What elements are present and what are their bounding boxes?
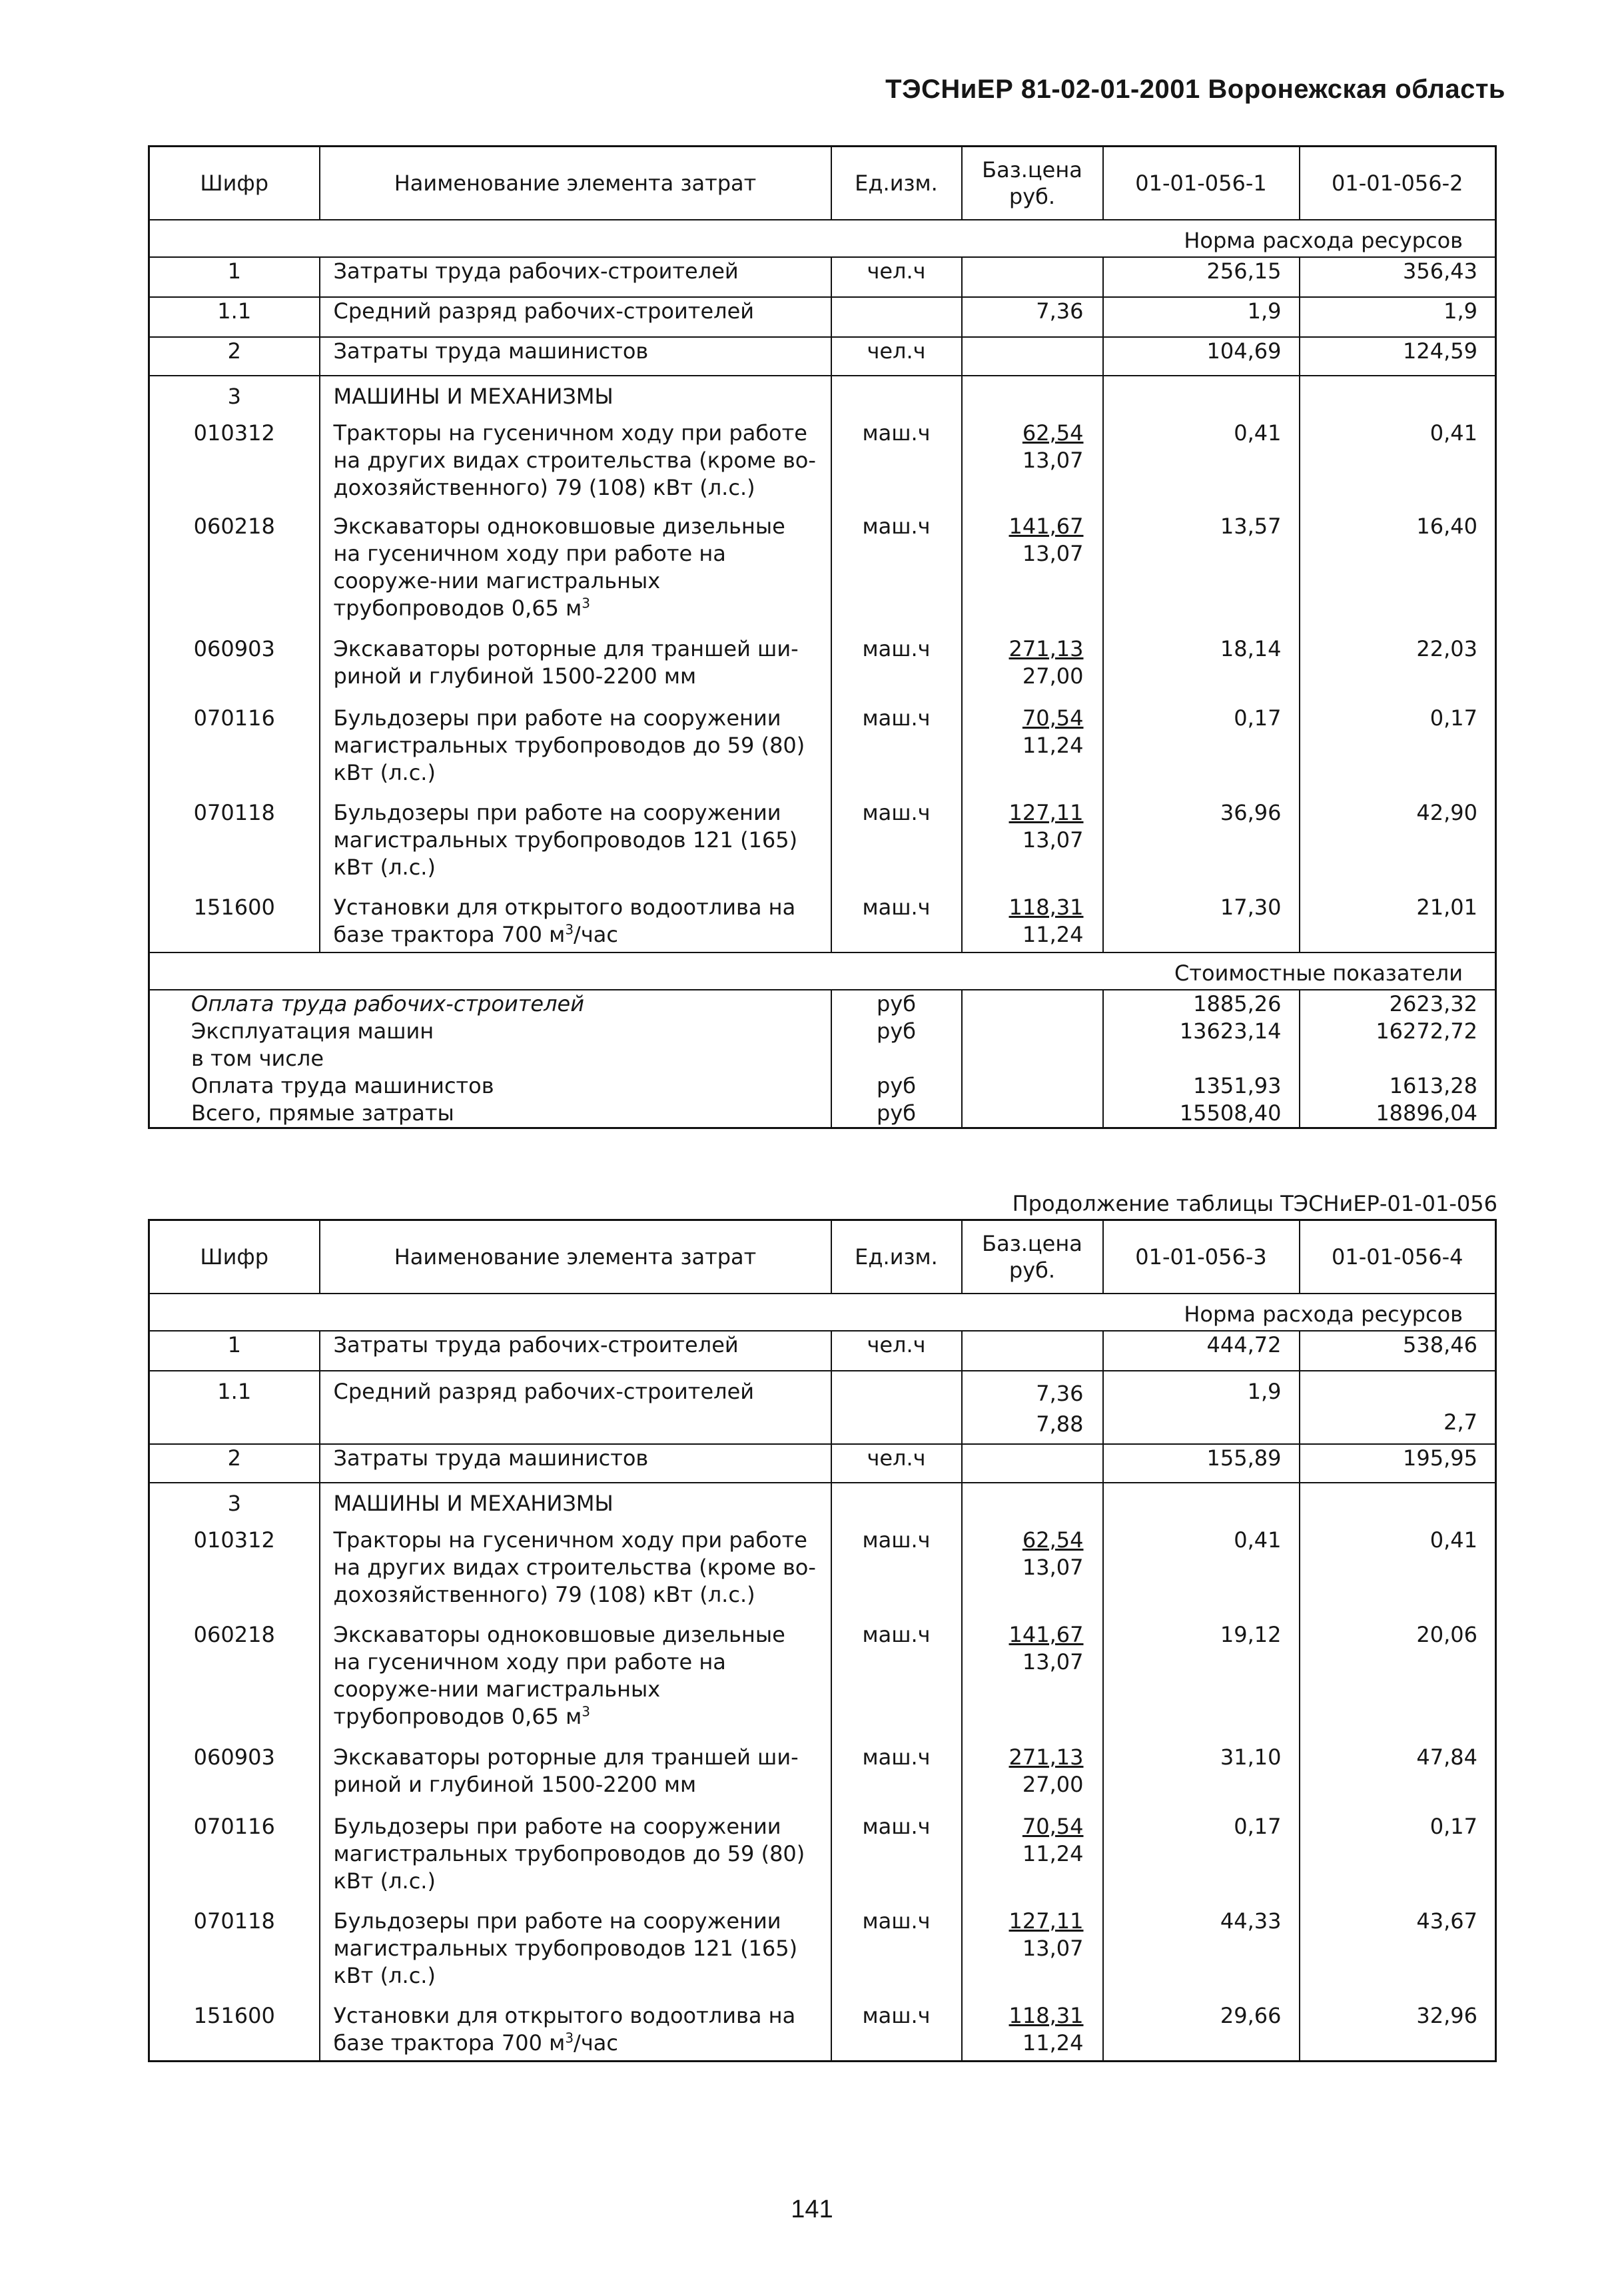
table-row (149, 1331, 1496, 1371)
row-unit: маш.ч (831, 793, 962, 887)
cost-row (149, 1018, 1496, 1045)
row-code: 151600 (149, 1996, 320, 2061)
row-code: 2 (149, 337, 320, 376)
section-row (149, 952, 1496, 990)
row-value-b: 20,06 (1300, 1615, 1496, 1737)
row-name: Тракторы на гусеничном ходу при работе на других видах строительства (кроме во-дохозяйственного) 79 (108) кВт (л.с.) (320, 1520, 831, 1615)
price-header-line1: Баз.цена (982, 157, 1082, 183)
row-value-b: 2,7 (1300, 1371, 1496, 1444)
price-header-line1: Баз.цена (982, 1231, 1082, 1256)
row-value-b: 43,67 (1300, 1901, 1496, 1996)
col-header-name: Наименование элемента затрат (320, 147, 831, 220)
row-price (962, 257, 1103, 297)
table-row (149, 1901, 1496, 1996)
table-row (149, 793, 1496, 887)
row-code: 060903 (149, 629, 320, 698)
row-value-a: 29,66 (1103, 1996, 1300, 2061)
row-name-cell (320, 1615, 831, 1737)
price-header-line2: руб. (1009, 1258, 1056, 1283)
row-unit: маш.ч (831, 1615, 962, 1737)
price-base: 141,67 (1009, 1622, 1084, 1647)
row-price (962, 337, 1103, 376)
cost-unit: руб (831, 1072, 962, 1100)
row-name: Экскаваторы роторные для траншей ши-риной и глубиной 1500-2200 мм (320, 629, 831, 698)
row-name-tail: /час (574, 2030, 618, 2056)
row-name: Бульдозеры при работе на сооружении магистральных трубопроводов до 59 (80) кВт (л.с.) (320, 1806, 831, 1901)
row-value-a: 36,96 (1103, 793, 1300, 887)
row-value-a: 44,33 (1103, 1901, 1300, 1996)
price-base: 118,31 (1009, 895, 1084, 920)
row-code: 070118 (149, 793, 320, 887)
row-unit: маш.ч (831, 1737, 962, 1806)
cost-unit: руб (831, 990, 962, 1018)
row-value-b: 0,17 (1300, 1806, 1496, 1901)
row-code: 070116 (149, 1806, 320, 1901)
price-wage: 13,07 (1022, 1936, 1084, 1961)
price-wage: 11,24 (1022, 1841, 1084, 1866)
row-value-b: 21,01 (1300, 887, 1496, 952)
section-row (149, 220, 1496, 257)
cost-row (149, 1072, 1496, 1100)
table-row (149, 1615, 1496, 1737)
cost-name: Всего, прямые затраты (149, 1100, 831, 1128)
row-price (962, 1901, 1103, 1996)
row-price (962, 506, 1103, 629)
row-unit: маш.ч (831, 506, 962, 629)
row-name-cell (320, 506, 831, 629)
row-value-a: 17,30 (1103, 887, 1300, 952)
row-value-b: 1,9 (1300, 297, 1496, 337)
row-name: Бульдозеры при работе на сооружении магистральных трубопроводов 121 (165) кВт (л.с.) (320, 793, 831, 887)
col-header-unit: Ед.изм. (831, 147, 962, 220)
row-price: 7,36 (962, 297, 1103, 337)
price-base: 62,54 (1022, 1527, 1084, 1553)
page-number: 141 (791, 2195, 833, 2223)
row-unit: чел.ч (831, 257, 962, 297)
row-name: Экскаваторы одноковшовые дизельные на гусеничном ходу при работе на сооруже-нии магистральных трубопроводов 0,65 м (333, 514, 785, 621)
row-price (962, 1371, 1103, 1444)
row-unit: маш.ч (831, 1996, 962, 2061)
price-wage: 13,07 (1022, 541, 1084, 566)
section-cost-label: Стоимостные показатели (149, 952, 1496, 990)
row-unit: маш.ч (831, 1806, 962, 1901)
row-value-b: 538,46 (1300, 1331, 1496, 1371)
price-base: 271,13 (1009, 636, 1084, 661)
row-value-b: 47,84 (1300, 1737, 1496, 1806)
row-code: 1.1 (149, 297, 320, 337)
resource-table-2 (148, 1219, 1497, 2062)
cost-row (149, 1045, 1496, 1072)
price-header-line2: руб. (1009, 184, 1056, 209)
table-header-row (149, 147, 1496, 220)
row-code: 1.1 (149, 1371, 320, 1444)
row-value-b: 0,41 (1300, 413, 1496, 506)
row-code: 060218 (149, 506, 320, 629)
row-unit (831, 297, 962, 337)
price-grade-a: 7,36 (1036, 1381, 1084, 1406)
row-unit: чел.ч (831, 337, 962, 376)
row-name: Средний разряд рабочих-строителей (320, 1371, 831, 1444)
row-value-a: 0,17 (1103, 698, 1300, 793)
table-row (149, 1737, 1496, 1806)
row-value-b: 124,59 (1300, 337, 1496, 376)
row-name: Затраты труда машинистов (320, 337, 831, 376)
price-base: 127,11 (1009, 800, 1084, 825)
cost-name: Оплата труда машинистов (149, 1072, 831, 1100)
price-wage: 11,24 (1022, 733, 1084, 758)
row-code: 2 (149, 1444, 320, 1483)
row-code: 010312 (149, 413, 320, 506)
row-price (962, 1520, 1103, 1615)
row-price (962, 1737, 1103, 1806)
row-name: Тракторы на гусеничном ходу при работе на других видах строительства (кроме во-дохозяйственного) 79 (108) кВт (л.с.) (320, 413, 831, 506)
row-unit: чел.ч (831, 1331, 962, 1371)
cost-unit: руб (831, 1018, 962, 1045)
table-row (149, 1483, 1496, 1520)
table-row (149, 1996, 1496, 2061)
price-base: 70,54 (1022, 1814, 1084, 1839)
row-code: 060218 (149, 1615, 320, 1737)
superscript: 3 (582, 1703, 590, 1720)
row-unit: маш.ч (831, 629, 962, 698)
row-name: Установки для открытого водоотлива на базе трактора 700 м (333, 895, 796, 947)
row-value-a: 0,41 (1103, 1520, 1300, 1615)
price-base: 141,67 (1009, 514, 1084, 539)
row-code: 1 (149, 257, 320, 297)
table-row (149, 887, 1496, 952)
table-row (149, 506, 1496, 629)
cost-value-b (1300, 1045, 1496, 1072)
row-name: Экскаваторы одноковшовые дизельные на гусеничном ходу при работе на сооруже-нии магистральных трубопроводов 0,65 м (333, 1622, 785, 1729)
row-name: Затраты труда рабочих-строителей (320, 1331, 831, 1371)
row-value-b: 22,03 (1300, 629, 1496, 698)
row-value-b: 16,40 (1300, 506, 1496, 629)
row-value-a: 19,12 (1103, 1615, 1300, 1737)
row-name: Затраты труда машинистов (320, 1444, 831, 1483)
price-wage: 27,00 (1022, 1772, 1084, 1797)
row-price (962, 698, 1103, 793)
row-value-a: 18,14 (1103, 629, 1300, 698)
row-value-b: 0,41 (1300, 1520, 1496, 1615)
cost-value-a: 13623,14 (1103, 1018, 1300, 1045)
table-row (149, 1520, 1496, 1615)
document-header: ТЭСНиЕР 81-02-01-2001 Воронежская область (885, 75, 1505, 104)
row-name: Установки для открытого водоотлива на базе трактора 700 м (333, 2003, 796, 2056)
row-code: 151600 (149, 887, 320, 952)
superscript: 3 (582, 595, 590, 611)
section-norm-label: Норма расхода ресурсов (149, 220, 1496, 257)
row-price (962, 1806, 1103, 1901)
cost-value-a (1103, 1045, 1300, 1072)
row-code: 060903 (149, 1737, 320, 1806)
row-unit: маш.ч (831, 698, 962, 793)
row-name: МАШИНЫ И МЕХАНИЗМЫ (320, 376, 831, 413)
row-code: 010312 (149, 1520, 320, 1615)
row-unit: маш.ч (831, 413, 962, 506)
table-row (149, 297, 1496, 337)
row-code: 3 (149, 1483, 320, 1520)
col-header-code: Шифр (149, 1220, 320, 1294)
row-value-b: 0,17 (1300, 698, 1496, 793)
row-price (962, 1444, 1103, 1483)
table-row (149, 629, 1496, 698)
cost-row (149, 990, 1496, 1018)
row-value-a: 1,9 (1103, 297, 1300, 337)
price-wage: 11,24 (1022, 2030, 1084, 2056)
price-wage: 13,07 (1022, 1649, 1084, 1675)
col-header-price (962, 1220, 1103, 1294)
col-header-unit: Ед.изм. (831, 1220, 962, 1294)
row-price (962, 793, 1103, 887)
cost-unit: руб (831, 1100, 962, 1128)
table-row (149, 698, 1496, 793)
superscript: 3 (565, 921, 574, 938)
row-name: Экскаваторы роторные для траншей ши-риной и глубиной 1500-2200 мм (320, 1737, 831, 1806)
price-grade-b: 7,88 (1036, 1411, 1084, 1437)
row-value-b: 32,96 (1300, 1996, 1496, 2061)
row-code: 070118 (149, 1901, 320, 1996)
section-row (149, 1294, 1496, 1331)
row-name-cell (320, 887, 831, 952)
resource-table-1 (148, 145, 1497, 1129)
cost-name: Эксплуатация машин (149, 1018, 831, 1045)
col-header-code: Шифр (149, 147, 320, 220)
col-header-name: Наименование элемента затрат (320, 1220, 831, 1294)
table-header-row (149, 1220, 1496, 1294)
price-wage: 13,07 (1022, 1555, 1084, 1580)
row-name: Средний разряд рабочих-строителей (320, 297, 831, 337)
cost-value-a: 1885,26 (1103, 990, 1300, 1018)
row-value-b: 356,43 (1300, 257, 1496, 297)
cost-value-a: 1351,93 (1103, 1072, 1300, 1100)
row-name: Бульдозеры при работе на сооружении магистральных трубопроводов до 59 (80) кВт (л.с.) (320, 698, 831, 793)
row-price (962, 413, 1103, 506)
row-value-a: 31,10 (1103, 1737, 1300, 1806)
col-header-b: 01-01-056-2 (1300, 147, 1496, 220)
col-header-a: 01-01-056-1 (1103, 147, 1300, 220)
table-row (149, 1444, 1496, 1483)
price-wage: 13,07 (1022, 827, 1084, 853)
row-name-cell (320, 1996, 831, 2061)
cost-value-b: 18896,04 (1300, 1100, 1496, 1128)
row-unit: чел.ч (831, 1444, 962, 1483)
row-value-b: 42,90 (1300, 793, 1496, 887)
table-row (149, 1371, 1496, 1444)
row-unit: маш.ч (831, 887, 962, 952)
price-base: 70,54 (1022, 705, 1084, 731)
row-value-a: 155,89 (1103, 1444, 1300, 1483)
row-price (962, 1615, 1103, 1737)
col-header-b: 01-01-056-4 (1300, 1220, 1496, 1294)
row-price (962, 887, 1103, 952)
row-price (962, 1331, 1103, 1371)
table-row (149, 413, 1496, 506)
cost-value-b: 1613,28 (1300, 1072, 1496, 1100)
section-norm-label: Норма расхода ресурсов (149, 1294, 1496, 1331)
col-header-a: 01-01-056-3 (1103, 1220, 1300, 1294)
price-wage: 11,24 (1022, 922, 1084, 947)
row-code: 070116 (149, 698, 320, 793)
table-row (149, 337, 1496, 376)
cost-unit (831, 1045, 962, 1072)
cost-name: Оплата труда рабочих-строителей (149, 990, 831, 1018)
row-value-a: 0,41 (1103, 413, 1300, 506)
table-row (149, 257, 1496, 297)
cost-name: в том числе (149, 1045, 831, 1072)
row-name: МАШИНЫ И МЕХАНИЗМЫ (320, 1483, 831, 1520)
row-price (962, 629, 1103, 698)
row-value-a: 104,69 (1103, 337, 1300, 376)
row-name-tail: /час (574, 922, 618, 947)
table-continuation-caption: Продолжение таблицы ТЭСНиЕР-01-01-056 (1012, 1191, 1497, 1216)
row-unit: маш.ч (831, 1901, 962, 1996)
table-row (149, 1806, 1496, 1901)
price-wage: 13,07 (1022, 448, 1084, 473)
cost-value-b: 2623,32 (1300, 990, 1496, 1018)
row-price (962, 1996, 1103, 2061)
row-name: Затраты труда рабочих-строителей (320, 257, 831, 297)
cost-value-b: 16272,72 (1300, 1018, 1496, 1045)
cost-value-a: 15508,40 (1103, 1100, 1300, 1128)
row-value-a: 444,72 (1103, 1331, 1300, 1371)
row-value-a: 256,15 (1103, 257, 1300, 297)
price-base: 118,31 (1009, 2003, 1084, 2028)
row-value-b: 195,95 (1300, 1444, 1496, 1483)
row-value-a: 13,57 (1103, 506, 1300, 629)
price-base: 62,54 (1022, 420, 1084, 446)
price-base: 271,13 (1009, 1744, 1084, 1770)
price-wage: 27,00 (1022, 663, 1084, 689)
row-name: Бульдозеры при работе на сооружении магистральных трубопроводов 121 (165) кВт (л.с.) (320, 1901, 831, 1996)
row-unit: маш.ч (831, 1520, 962, 1615)
row-value-a: 1,9 (1103, 1371, 1300, 1444)
superscript: 3 (565, 2030, 574, 2046)
col-header-price (962, 147, 1103, 220)
row-code: 3 (149, 376, 320, 413)
cost-row (149, 1100, 1496, 1128)
row-code: 1 (149, 1331, 320, 1371)
table-row (149, 376, 1496, 413)
row-value-a: 0,17 (1103, 1806, 1300, 1901)
row-unit (831, 1371, 962, 1444)
price-base: 127,11 (1009, 1908, 1084, 1934)
